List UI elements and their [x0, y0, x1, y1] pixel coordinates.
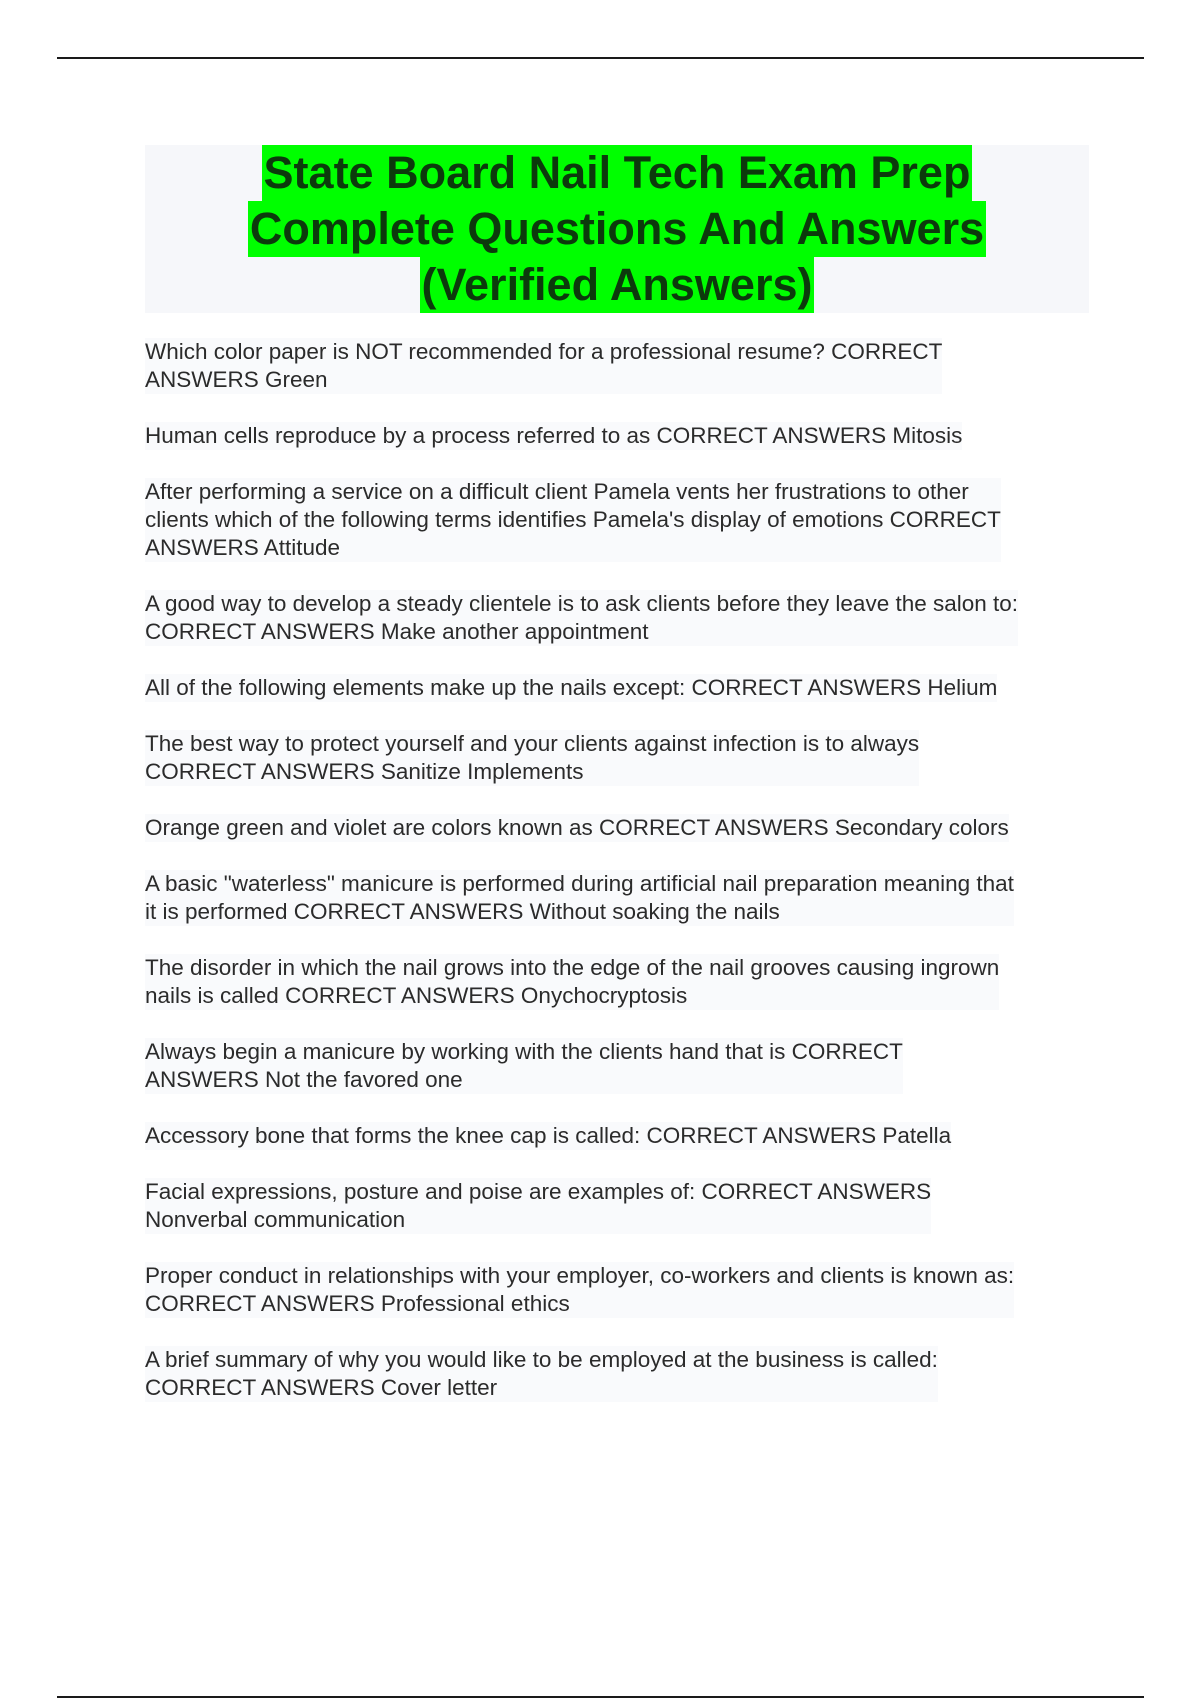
qa-item: Facial expressions, posture and poise are examples of: CORRECT ANSWERS Nonverbal communication	[145, 1179, 932, 1232]
title-block	[145, 145, 1089, 313]
qa-item: Proper conduct in relationships with your employer, co-workers and clients is known as: CORRECT ANSWERS Professional ethics	[145, 1263, 1015, 1316]
qa-item: Human cells reproduce by a process referred to as CORRECT ANSWERS Mitosis	[145, 423, 963, 448]
qa-list	[145, 338, 1089, 1430]
bottom-rule	[57, 1696, 1144, 1698]
qa-item: A good way to develop a steady clientele is to ask clients before they leave the salon to: CORRECT ANSWERS Make another appointment	[145, 591, 1019, 644]
title-line-3: (Verified Answers)	[420, 257, 815, 313]
qa-item: A brief summary of why you would like to be employed at the business is called: CORRECT ANSWERS Cover letter	[145, 1347, 938, 1400]
qa-item: After performing a service on a difficult client Pamela vents her frustrations to other clients which of the following terms identifies Pamela's display of emotions CORRECT ANSWERS Attitude	[145, 479, 1001, 560]
qa-item: Orange green and violet are colors known as CORRECT ANSWERS Secondary colors	[145, 815, 1009, 840]
qa-item: The disorder in which the nail grows into the edge of the nail grooves causing ingrown nails is called CORRECT ANSWERS Onychocryptosis	[145, 955, 1000, 1008]
qa-item: Which color paper is NOT recommended for a professional resume? CORRECT ANSWERS Green	[145, 339, 943, 392]
qa-item: A basic "waterless" manicure is performed during artificial nail preparation meaning that it is performed CORRECT ANSWERS Without soaking the nails	[145, 871, 1014, 924]
title-line-1: State Board Nail Tech Exam Prep	[262, 145, 973, 201]
top-rule	[57, 57, 1144, 59]
title-line-2: Complete Questions And Answers	[248, 201, 986, 257]
qa-item: Always begin a manicure by working with the clients hand that is CORRECT ANSWERS Not the favored one	[145, 1039, 903, 1092]
qa-item: All of the following elements make up the nails except: CORRECT ANSWERS Helium	[145, 675, 998, 700]
qa-item: The best way to protect yourself and your clients against infection is to always CORRECT ANSWERS Sanitize Implements	[145, 731, 920, 784]
qa-item: Accessory bone that forms the knee cap is called: CORRECT ANSWERS Patella	[145, 1123, 952, 1148]
